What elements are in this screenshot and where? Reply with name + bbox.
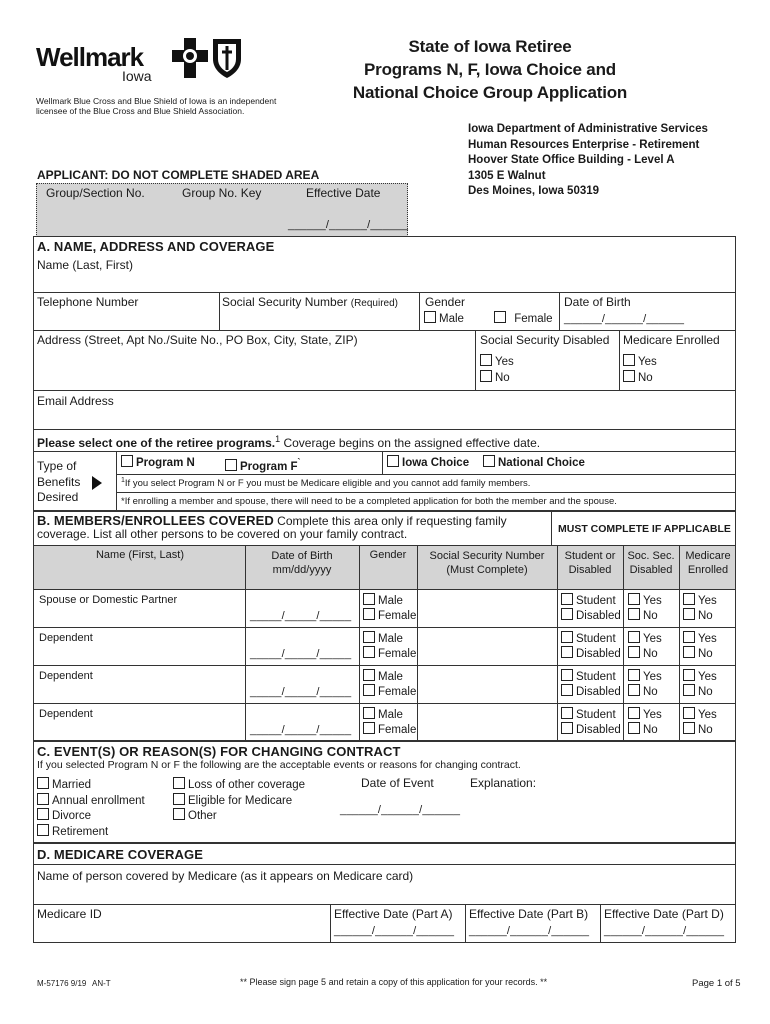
row-student-option[interactable]	[561, 593, 616, 608]
col-med-line1: Medicare	[685, 550, 731, 562]
section-a-title: A. NAME, ADDRESS AND COVERAGE	[37, 239, 275, 254]
applicant-note: APPLICANT: DO NOT COMPLETE SHADED AREA	[37, 168, 320, 182]
explanation-label: Explanation:	[470, 776, 537, 790]
dob-field[interactable]: ______/______/______	[564, 313, 685, 325]
disabled-checkbox[interactable]	[561, 684, 573, 696]
national-choice-checkbox[interactable]	[483, 455, 495, 467]
male-checkbox[interactable]	[424, 311, 436, 323]
row-soc-yes[interactable]	[628, 707, 662, 722]
male-checkbox[interactable]	[363, 631, 375, 643]
row-med-yes[interactable]	[683, 631, 717, 646]
row-med-no[interactable]	[683, 722, 713, 737]
student-checkbox[interactable]	[561, 593, 573, 605]
disabled-checkbox[interactable]	[561, 608, 573, 620]
disclaimer-line-1: Wellmark Blue Cross and Blue Shield of Iowa is an independent	[36, 96, 277, 106]
yes-checkbox[interactable]	[628, 631, 640, 643]
no-label: No	[638, 372, 653, 384]
yes-label: Yes	[698, 633, 717, 645]
row-label: Dependent	[39, 708, 93, 720]
divorce-option[interactable]	[37, 808, 91, 823]
program-n-label: Program N	[136, 457, 195, 469]
footnote-1	[121, 477, 530, 489]
retirement-label: Retirement	[52, 826, 109, 838]
benefits-label	[37, 459, 80, 506]
explanation-field[interactable]	[470, 792, 732, 840]
gender-label: Gender	[425, 295, 466, 309]
divorce-checkbox[interactable]	[37, 808, 49, 820]
row-soc-yes[interactable]	[628, 593, 662, 608]
student-label: Student	[576, 709, 616, 721]
female-checkbox[interactable]	[494, 311, 506, 323]
iowa-choice-checkbox[interactable]	[387, 455, 399, 467]
female-label: Female	[514, 313, 553, 325]
male-label: Male	[378, 595, 403, 607]
program-prompt-bold: Please select one of the retiree programs.	[37, 436, 276, 450]
section-b-title: B. MEMBERS/ENROLLEES COVERED	[37, 513, 274, 528]
married-label: Married	[52, 779, 91, 791]
logo-disclaimer	[36, 96, 276, 116]
student-label: Student	[576, 671, 616, 683]
row-disabled-option[interactable]	[561, 608, 621, 623]
student-checkbox[interactable]	[561, 669, 573, 681]
footnote-1-text: If you select Program N or F you must be Medicare eligible and you cannot add family members.	[124, 478, 531, 490]
iowa-choice-label: Iowa Choice	[402, 457, 470, 469]
logo-state: Iowa	[122, 68, 152, 84]
section-d-title: D. MEDICARE COVERAGE	[37, 847, 203, 862]
no-label: No	[698, 648, 713, 660]
row-med-yes[interactable]	[683, 707, 717, 722]
iowa-choice-option[interactable]	[387, 455, 469, 470]
other-checkbox[interactable]	[173, 808, 185, 820]
no-checkbox[interactable]	[683, 646, 695, 658]
program-n-option[interactable]	[121, 455, 195, 470]
col-soc-line2: Disabled	[629, 564, 673, 576]
yes-checkbox[interactable]	[683, 669, 695, 681]
yes-label: Yes	[643, 671, 662, 683]
female-checkbox[interactable]	[363, 722, 375, 734]
row-soc-no[interactable]	[628, 646, 658, 661]
address-line-5: Des Moines, Iowa 50319	[468, 185, 600, 197]
row-soc-no[interactable]	[628, 608, 658, 623]
form-code: AN-T	[92, 979, 111, 988]
male-label: Male	[378, 709, 403, 721]
address-line-1: Iowa Department of Administrative Services	[468, 123, 708, 135]
row-male-option[interactable]	[363, 631, 403, 646]
student-label: Student	[576, 633, 616, 645]
address-line-3: Hoover State Office Building - Level A	[468, 154, 675, 166]
female-label: Female	[378, 724, 417, 736]
must-complete-label: MUST COMPLETE IF APPLICABLE	[558, 523, 731, 535]
disclaimer-line-2: licensee of the Blue Cross and Blue Shield Association.	[36, 106, 245, 116]
female-label: Female	[378, 686, 417, 698]
row-label: Spouse or Domestic Partner	[39, 594, 178, 606]
row-female-option[interactable]	[363, 722, 416, 737]
address-line-4: 1305 E Walnut	[468, 169, 546, 182]
program-f-label: Program F	[240, 460, 298, 473]
medicare-yes-checkbox[interactable]	[623, 354, 635, 366]
yes-checkbox[interactable]	[628, 707, 640, 719]
row-soc-no[interactable]	[628, 684, 658, 699]
male-checkbox[interactable]	[363, 669, 375, 681]
program-prompt	[37, 434, 540, 450]
loss-checkbox[interactable]	[173, 777, 185, 789]
no-checkbox[interactable]	[683, 722, 695, 734]
disabled-checkbox[interactable]	[561, 722, 573, 734]
yes-label: Yes	[638, 356, 657, 368]
title-line-3: National Choice Group Application	[352, 83, 628, 102]
form-title	[340, 35, 640, 104]
no-checkbox[interactable]	[628, 684, 640, 696]
row-soc-yes[interactable]	[628, 669, 662, 684]
national-choice-option[interactable]	[483, 455, 585, 470]
benefits-word: Benefits	[37, 474, 81, 489]
part-b-label: Effective Date (Part B)	[469, 907, 589, 921]
gender-male-option[interactable]	[424, 311, 464, 326]
yes-label: Yes	[643, 633, 662, 645]
ssn-label	[222, 295, 398, 309]
student-checkbox[interactable]	[561, 631, 573, 643]
row-label: Dependent	[39, 632, 93, 644]
yes-checkbox[interactable]	[683, 593, 695, 605]
disabled-label: Disabled	[576, 610, 621, 622]
col-dob-line1: Date of Birth	[271, 550, 333, 562]
blue-cross-icon	[170, 36, 210, 80]
part-d-label: Effective Date (Part D)	[604, 907, 724, 921]
yes-label: Yes	[698, 595, 717, 607]
loss-label: Loss of other coverage	[188, 779, 305, 791]
disabled-label: Disabled	[576, 648, 621, 660]
section-c-subtitle: If you selected Program N or F the following are the acceptable events or reasons for changing contract.	[37, 759, 521, 771]
mailing-address	[468, 122, 708, 200]
col-ssn-line2: (Must Complete)	[446, 564, 528, 576]
col-soc-header	[624, 549, 678, 577]
page-number: Page 1 of 5	[692, 978, 741, 989]
date-of-event-field[interactable]: ______/______/______	[340, 804, 461, 816]
medicare-enrolled-no[interactable]	[623, 370, 653, 385]
female-checkbox[interactable]	[363, 646, 375, 658]
eligible-checkbox[interactable]	[173, 793, 185, 805]
col-ssn-line1: Social Security Number	[429, 550, 545, 562]
student-checkbox[interactable]	[561, 707, 573, 719]
program-n-checkbox[interactable]	[121, 455, 133, 467]
col-gender-header: Gender	[369, 549, 407, 561]
row-disabled-option[interactable]	[561, 646, 621, 661]
row-male-option[interactable]	[363, 669, 403, 684]
date-of-event-label: Date of Event	[361, 776, 434, 790]
row-med-yes[interactable]	[683, 593, 717, 608]
yes-label: Yes	[495, 356, 514, 368]
no-label: No	[643, 610, 658, 622]
male-checkbox[interactable]	[363, 707, 375, 719]
footnote-marker: 1	[275, 434, 281, 444]
row-dob-field[interactable]: _____/_____/_____	[250, 610, 352, 622]
yes-label: Yes	[643, 595, 662, 607]
medicare-id-label: Medicare ID	[37, 907, 102, 921]
row-soc-no[interactable]	[628, 722, 658, 737]
email-label: Email Address	[37, 394, 114, 408]
other-option[interactable]	[173, 808, 217, 823]
title-line-2: Programs N, F, Iowa Choice and	[364, 60, 616, 79]
yes-checkbox[interactable]	[628, 669, 640, 681]
row-label: Dependent	[39, 670, 93, 682]
male-label: Male	[378, 671, 403, 683]
disabled-label: Disabled	[576, 686, 621, 698]
eligible-option[interactable]	[173, 793, 292, 808]
footnote-2: *If enrolling a member and spouse, there will need to be a completed application for both the member and the spouse.	[121, 496, 617, 507]
blue-shield-icon	[210, 36, 244, 80]
row-male-option[interactable]	[363, 707, 403, 722]
no-checkbox[interactable]	[683, 684, 695, 696]
part-d-field[interactable]: ______/______/______	[604, 925, 725, 937]
row-med-no[interactable]	[683, 646, 713, 661]
name-label: Name (Last, First)	[37, 258, 134, 272]
yes-checkbox[interactable]	[683, 707, 695, 719]
ss-disabled-yes[interactable]	[480, 354, 514, 369]
ss-disabled-yes-checkbox[interactable]	[480, 354, 492, 366]
no-label: No	[643, 724, 658, 736]
ss-disabled-no-checkbox[interactable]	[480, 370, 492, 382]
row-female-option[interactable]	[363, 608, 416, 623]
col-student-line2: Disabled	[568, 564, 612, 576]
group-section-label: Group/Section No.	[46, 186, 145, 200]
ssn-label-text: Social Security Number	[222, 295, 348, 309]
part-a-label: Effective Date (Part A)	[334, 907, 453, 921]
wellmark-logo	[36, 36, 246, 86]
type-of-label: Type of	[37, 459, 77, 473]
other-label: Other	[188, 810, 217, 822]
ssn-required: (Required)	[350, 298, 398, 309]
medicare-name-label: Name of person covered by Medicare (as it appears on Medicare card)	[37, 869, 414, 883]
divorce-label: Divorce	[52, 810, 91, 822]
part-b-field[interactable]: ______/______/______	[469, 925, 590, 937]
address-label: Address (Street, Apt No./Suite No., PO Box, City, State, ZIP)	[37, 333, 358, 347]
row-med-yes[interactable]	[683, 669, 717, 684]
annual-checkbox[interactable]	[37, 793, 49, 805]
title-line-1: State of Iowa Retiree	[408, 37, 572, 56]
ss-disabled-no[interactable]	[480, 370, 510, 385]
row-med-no[interactable]	[683, 684, 713, 699]
col-medicare-header	[680, 549, 736, 577]
medicare-enrolled-label: Medicare Enrolled	[623, 333, 720, 347]
eligible-label: Eligible for Medicare	[188, 795, 293, 807]
program-f-option[interactable]	[225, 455, 301, 474]
col-med-line2: Enrolled	[687, 564, 729, 576]
no-label: No	[495, 372, 510, 384]
row-dob-field[interactable]: _____/_____/_____	[250, 724, 352, 736]
group-key-label: Group No. Key	[182, 186, 262, 200]
row-male-option[interactable]	[363, 593, 403, 608]
no-checkbox[interactable]	[683, 608, 695, 620]
col-dob-line2: mm/dd/yyyy	[272, 564, 332, 576]
row-student-option[interactable]	[561, 707, 616, 722]
telephone-label: Telephone Number	[37, 295, 139, 309]
row-student-option[interactable]	[561, 631, 616, 646]
address-line-2: Human Resources Enterprise - Retirement	[468, 138, 700, 151]
national-choice-label: National Choice	[498, 457, 585, 469]
male-label: Male	[378, 633, 403, 645]
footnote-1-sup: 1	[121, 477, 125, 484]
footer-note: ** Please sign page 5 and retain a copy of this application for your records. **	[240, 977, 548, 987]
yes-checkbox[interactable]	[683, 631, 695, 643]
married-option[interactable]	[37, 777, 91, 792]
row-female-option[interactable]	[363, 646, 416, 661]
row-student-option[interactable]	[561, 669, 616, 684]
row-med-no[interactable]	[683, 608, 713, 623]
male-checkbox[interactable]	[363, 593, 375, 605]
section-b-heading	[37, 514, 507, 541]
row-female-option[interactable]	[363, 684, 416, 699]
effective-date-field[interactable]: ______/______/______	[288, 219, 409, 231]
female-label: Female	[378, 648, 417, 660]
col-student-header	[558, 549, 622, 577]
program-f-checkbox[interactable]	[225, 459, 237, 471]
married-checkbox[interactable]	[37, 777, 49, 789]
yes-label: Yes	[643, 709, 662, 721]
disabled-checkbox[interactable]	[561, 646, 573, 658]
row-dob-field[interactable]: _____/_____/_____	[250, 686, 352, 698]
form-number: M-57176 9/19	[37, 979, 87, 988]
row-dob-field[interactable]: _____/_____/_____	[250, 648, 352, 660]
row-disabled-option[interactable]	[561, 722, 621, 737]
female-checkbox[interactable]	[363, 608, 375, 620]
dob-label: Date of Birth	[564, 295, 631, 309]
disabled-label: Disabled	[576, 724, 621, 736]
name-field[interactable]	[34, 272, 735, 292]
col-name-header: Name (First, Last)	[95, 549, 184, 561]
no-checkbox[interactable]	[628, 722, 640, 734]
medicare-enrolled-yes[interactable]	[623, 354, 657, 369]
loss-option[interactable]	[173, 777, 305, 792]
yes-checkbox[interactable]	[628, 593, 640, 605]
section-b-subtitle: coverage. List all other persons to be covered on your family contract.	[37, 527, 408, 541]
logo-brand: Wellmark	[36, 42, 144, 72]
annual-option[interactable]	[37, 793, 145, 808]
student-label: Student	[576, 595, 616, 607]
yes-label: Yes	[698, 709, 717, 721]
row-disabled-option[interactable]	[561, 684, 621, 699]
female-checkbox[interactable]	[363, 684, 375, 696]
retirement-checkbox[interactable]	[37, 824, 49, 836]
col-ssn-header	[418, 549, 556, 577]
no-checkbox[interactable]	[628, 646, 640, 658]
no-label: No	[698, 724, 713, 736]
col-dob-header	[246, 549, 358, 577]
annual-label: Annual enrollment	[52, 795, 145, 807]
retirement-option[interactable]	[37, 824, 108, 839]
part-a-field[interactable]: ______/______/______	[334, 925, 455, 937]
ss-disabled-label: Social Security Disabled	[480, 333, 610, 347]
male-label: Male	[439, 313, 464, 325]
no-label: No	[698, 610, 713, 622]
yes-label: Yes	[698, 671, 717, 683]
section-b-title-rest: Complete this area only if requesting family	[273, 514, 507, 528]
no-checkbox[interactable]	[628, 608, 640, 620]
no-label: No	[698, 686, 713, 698]
gender-female-option[interactable]	[494, 311, 553, 326]
no-label: No	[643, 686, 658, 698]
row-soc-yes[interactable]	[628, 631, 662, 646]
medicare-no-checkbox[interactable]	[623, 370, 635, 382]
col-soc-line1: Soc. Sec.	[627, 550, 675, 562]
arrow-right-icon	[92, 476, 102, 490]
section-c-title: C. EVENT(S) OR REASON(S) FOR CHANGING CONTRACT	[37, 744, 401, 759]
program-f-sup: `	[297, 457, 301, 467]
program-prompt-rest: Coverage begins on the assigned effective date.	[280, 436, 541, 450]
desired-label: Desired	[37, 490, 79, 504]
no-label: No	[643, 648, 658, 660]
col-student-line1: Student or	[564, 550, 616, 562]
effective-date-label: Effective Date	[306, 186, 381, 200]
female-label: Female	[378, 610, 417, 622]
